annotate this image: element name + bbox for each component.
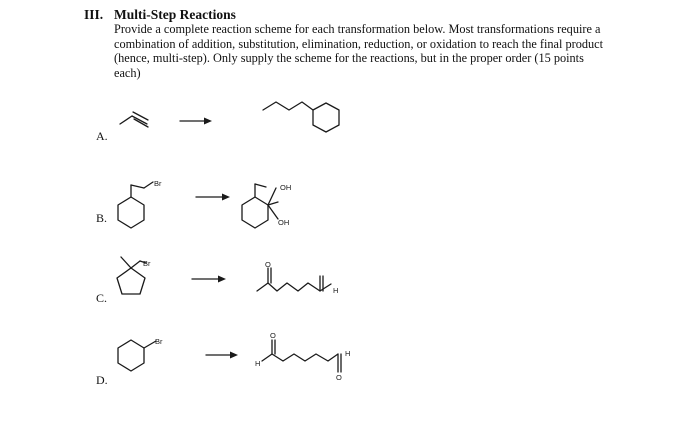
problem-b-product-atom-2: OH (278, 218, 290, 227)
problem-a-product-butylcyclohexane (263, 102, 339, 132)
problem-d-reactant-atom: Br (155, 337, 163, 346)
problem-d-arrow (206, 352, 238, 359)
problem-c-reactant-atom: Br (143, 259, 151, 268)
problem-c-label: C. (96, 291, 108, 305)
problem-b-arrow (196, 194, 230, 201)
problem-c-product-atom-h: H (333, 286, 339, 295)
problem-d-product-atom-o1: O (270, 331, 276, 340)
problem-d-reactant-bromomethylcyclohexane (118, 337, 163, 371)
problem-a-arrow (180, 118, 212, 125)
problem-c-product-ketoaldehyde (257, 260, 338, 295)
problem-d-product-atom-o2: O (336, 373, 342, 382)
problem-c-product-atom-o: O (265, 260, 271, 269)
problem-c-arrow (192, 276, 226, 283)
problem-d-product-atom-h2: H (345, 349, 351, 358)
problem-b-label: B. (96, 211, 108, 225)
problem-b-reactant-bromomethylcyclohexane (118, 179, 162, 228)
section-instructions: Provide a complete reaction scheme for each transformation below. Most transformations require a combination of addition, substitution, elimination, reduction, or oxidation to reach the final product (hence, multi-step). Only supply the scheme for the reactions, but in the proper order (15 points each) (114, 22, 604, 80)
problem-d-label: D. (96, 373, 108, 387)
problem-d-product-dialdehyde-ketone (255, 331, 350, 382)
section-title: Multi-Step Reactions (114, 7, 236, 22)
problem-b-reactant-atom: Br (154, 179, 162, 188)
problem-a-reactant-propyne (120, 112, 148, 127)
problem-b-product-atom-1: OH (280, 183, 292, 192)
problem-b-product-diol (242, 183, 291, 228)
problem-a-label: A. (96, 129, 108, 143)
problem-c-reactant-bromoethylmethylcyclopentane (117, 257, 151, 294)
problem-d-product-atom-h1: H (255, 359, 261, 368)
section-number: III. (84, 7, 104, 22)
